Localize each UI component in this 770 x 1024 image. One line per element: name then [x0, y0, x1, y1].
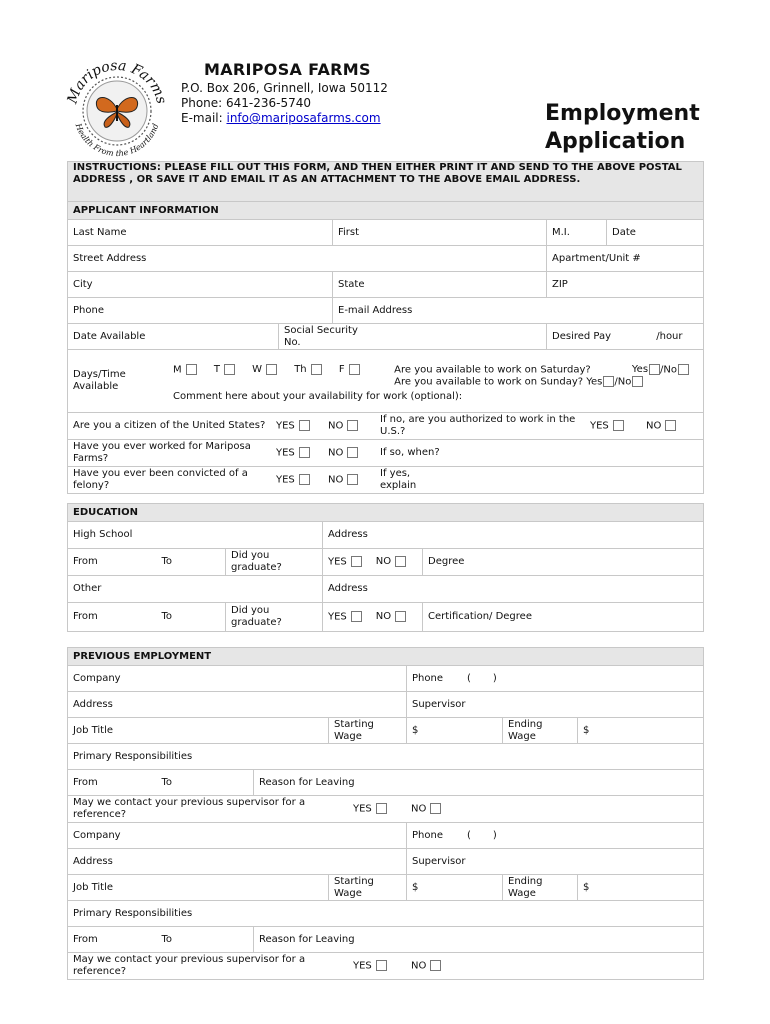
day-t-checkbox[interactable] [224, 364, 235, 375]
citizen-yes-label: YES [276, 420, 295, 432]
employer1-paren-close: ) [492, 672, 497, 684]
employer1-phone-field[interactable] [407, 666, 704, 692]
citizen-no-checkbox[interactable] [347, 420, 358, 431]
citizen-yes-checkbox[interactable] [299, 420, 310, 431]
email-prefix: E-mail: [181, 111, 227, 125]
employer1-contact-no-label: NO [411, 803, 427, 815]
email-address-field[interactable]: E-mail Address [333, 298, 704, 324]
date-field[interactable]: Date [607, 220, 704, 246]
employer1-contact-yes-label: YES [353, 803, 372, 815]
other-from-field[interactable]: From [68, 603, 157, 632]
education-table [67, 503, 704, 632]
other-school-field[interactable]: Other [68, 576, 323, 603]
ssn-label: Social Security No. [284, 324, 358, 348]
section-title-education: EDUCATION [68, 504, 704, 522]
employer1-ending-wage-field[interactable]: $ [578, 718, 704, 744]
svg-text:Mariposa Farms: Mariposa Farms [64, 57, 170, 106]
section-title-employment: PREVIOUS EMPLOYMENT [68, 648, 704, 666]
employer2-company-field[interactable]: Company [68, 823, 407, 849]
worked-before-row [68, 440, 704, 467]
instructions: INSTRUCTIONS: PLEASE FILL OUT THIS FORM, AND THEN EITHER PRINT IT AND SEND TO THE ABOVE POSTAL ADDRESS , OR SAVE IT AND EMAIL IT AS AN ATTACHMENT TO THE ABOVE EMAIL ADDRESS. [68, 162, 704, 202]
other-school-address-field[interactable]: Address [323, 576, 704, 603]
day-label-th: Th [294, 364, 307, 375]
day-label-m: M [173, 364, 182, 375]
hs-graduate-label: Did you graduate? [226, 549, 323, 576]
last-name-field[interactable]: Last Name [68, 220, 333, 246]
authorized-no-checkbox[interactable] [665, 420, 676, 431]
employer2-paren-open: ( [466, 829, 471, 841]
other-graduate-label: Did you graduate? [226, 603, 323, 632]
email-link[interactable]: info@mariposafarms.com [226, 111, 381, 125]
employer2-contact-yes-checkbox[interactable] [376, 960, 387, 971]
company-name: MARIPOSA FARMS [204, 60, 371, 79]
employer2-phone-label: Phone [412, 829, 443, 841]
sunday-no-checkbox[interactable] [632, 376, 643, 387]
felony-no-label: NO [328, 474, 344, 486]
employer2-address-field[interactable]: Address [68, 849, 407, 875]
zip-field[interactable]: ZIP [547, 272, 704, 298]
other-no-checkbox[interactable] [395, 611, 406, 622]
company-logo [64, 55, 170, 161]
day-label-w: W [252, 364, 263, 375]
first-name-field[interactable]: First [333, 220, 547, 246]
employer2-starting-wage-field[interactable]: $ [407, 875, 503, 901]
day-checkboxes [173, 364, 360, 389]
employer2-from-field[interactable]: From [68, 927, 157, 953]
form-title: Employment Application [545, 101, 700, 154]
saturday-question: Are you available to work on Saturday? [394, 364, 591, 375]
employer2-responsibilities-field[interactable]: Primary Responsibilities [68, 901, 704, 927]
company-phone: Phone: 641-236-5740 [181, 96, 312, 110]
citizen-question: Are you a citizen of the United States? [73, 420, 266, 431]
street-address-field[interactable]: Street Address [68, 246, 547, 272]
employer1-contact-yes-checkbox[interactable] [376, 803, 387, 814]
other-graduate-options [323, 603, 423, 632]
employer2-contact-row [68, 953, 704, 980]
applicant-table [67, 161, 704, 494]
other-to-field[interactable]: To [157, 603, 226, 632]
citizen-row [68, 413, 704, 440]
employer1-supervisor-field[interactable]: Supervisor [407, 692, 704, 718]
desired-pay-label: Desired Pay [552, 330, 612, 342]
sunday-question: Are you available to work on Sunday? [394, 376, 584, 388]
employer2-contact-question: May we contact your previous supervisor for a reference? [73, 954, 306, 977]
employer1-paren-open: ( [466, 672, 471, 684]
saturday-yes-checkbox[interactable] [649, 364, 660, 375]
employer1-contact-no-checkbox[interactable] [430, 803, 441, 814]
saturday-no-label: /No [660, 364, 678, 375]
employer2-ending-wage-field[interactable]: $ [578, 875, 704, 901]
employer2-to-field[interactable]: To [157, 927, 254, 953]
per-hour-label: /hour [656, 330, 683, 342]
day-label-t: T [213, 364, 220, 375]
authorized-no-label: NO [646, 420, 662, 432]
felony-yes-checkbox[interactable] [299, 474, 310, 485]
mi-field[interactable]: M.I. [547, 220, 607, 246]
employer1-contact-row [68, 796, 704, 823]
company-po-box: P.O. Box 206, Grinnell, Iowa 50112 [181, 81, 388, 95]
hs-no-label: NO [375, 556, 392, 568]
employer2-contact-no-label: NO [411, 960, 427, 972]
employer1-to-field[interactable]: To [157, 770, 254, 796]
employer1-phone-label: Phone [412, 672, 443, 684]
employment-table [67, 647, 704, 980]
day-w-checkbox[interactable] [266, 364, 277, 375]
felony-no-checkbox[interactable] [347, 474, 358, 485]
hs-yes-checkbox[interactable] [351, 556, 362, 567]
high-school-address-field[interactable]: Address [323, 522, 704, 549]
employer2-contact-no-checkbox[interactable] [430, 960, 441, 971]
employer1-contact-question: May we contact your previous supervisor for a reference? [73, 797, 306, 820]
employer2-supervisor-field[interactable]: Supervisor [407, 849, 704, 875]
day-label-f: F [338, 364, 345, 375]
sunday-no-label: /No [614, 376, 632, 388]
worked-yes-checkbox[interactable] [299, 447, 310, 458]
employer1-responsibilities-field[interactable]: Primary Responsibilities [68, 744, 704, 770]
desired-pay-field[interactable] [547, 324, 704, 350]
city-field[interactable]: City [68, 272, 333, 298]
employer1-starting-wage-field[interactable]: $ [407, 718, 503, 744]
date-available-field[interactable]: Date Available [68, 324, 279, 350]
days-time-label: Days/Time Available [73, 369, 126, 392]
employer1-from-field[interactable]: From [68, 770, 157, 796]
authorized-question: If no, are you authorized to work in the U.S.? [380, 414, 576, 437]
authorized-yes-label: YES [590, 420, 609, 432]
employer2-reason-field[interactable]: Reason for Leaving [254, 927, 704, 953]
citizen-no-label: NO [328, 420, 344, 432]
employer2-starting-wage-label: Starting Wage [329, 875, 407, 901]
hs-to-field[interactable]: To [157, 549, 226, 576]
availability-row [68, 350, 704, 413]
worked-yes-label: YES [276, 447, 295, 459]
authorized-yes-checkbox[interactable] [613, 420, 624, 431]
employer2-contact-yes-label: YES [353, 960, 372, 972]
section-title-applicant: APPLICANT INFORMATION [68, 202, 704, 220]
saturday-yes-label: Yes [631, 364, 649, 375]
felony-yes-label: YES [276, 474, 295, 486]
felony-row [68, 467, 704, 494]
high-school-field[interactable]: High School [68, 522, 323, 549]
employer2-paren-close: ) [492, 829, 497, 841]
hs-yes-label: YES [328, 556, 347, 568]
hs-from-field[interactable]: From [68, 549, 157, 576]
apartment-field[interactable]: Apartment/Unit # [547, 246, 704, 272]
employer1-address-field[interactable]: Address [68, 692, 407, 718]
company-email-line [181, 111, 381, 126]
sunday-yes-checkbox[interactable] [603, 376, 614, 387]
employer1-company-field[interactable]: Company [68, 666, 407, 692]
if-yes-explain-field[interactable]: If yes, explain [380, 468, 417, 491]
employer1-starting-wage-label: Starting Wage [329, 718, 407, 744]
if-so-when-field[interactable]: If so, when? [380, 447, 440, 458]
employer2-ending-wage-label: Ending Wage [503, 875, 578, 901]
hs-graduate-options [323, 549, 423, 576]
phone-field[interactable]: Phone [68, 298, 333, 324]
other-no-label: NO [375, 611, 392, 623]
saturday-no-checkbox[interactable] [678, 364, 689, 375]
sunday-yes-label: Yes [586, 376, 603, 388]
worked-before-question: Have you ever worked for Mariposa Farms? [73, 441, 251, 464]
employer1-ending-wage-label: Ending Wage [503, 718, 578, 744]
employer2-job-title-field[interactable]: Job Title [68, 875, 329, 901]
ssn-field[interactable] [279, 324, 547, 350]
employer2-phone-field[interactable] [407, 823, 704, 849]
other-yes-checkbox[interactable] [351, 611, 362, 622]
state-field[interactable]: State [333, 272, 547, 298]
day-th-checkbox[interactable] [311, 364, 322, 375]
day-f-checkbox[interactable] [349, 364, 360, 375]
employer1-job-title-field[interactable]: Job Title [68, 718, 329, 744]
day-m-checkbox[interactable] [186, 364, 197, 375]
availability-comment[interactable]: Comment here about your availability for work (optional): [173, 390, 463, 402]
hs-degree-field[interactable]: Degree [423, 549, 704, 576]
worked-no-checkbox[interactable] [347, 447, 358, 458]
felony-question: Have you ever been convicted of a felony? [73, 468, 248, 491]
other-yes-label: YES [328, 611, 347, 623]
hs-no-checkbox[interactable] [395, 556, 406, 567]
worked-no-label: NO [328, 447, 344, 459]
svg-text:Health From the Heartland: Health From the Heartland [73, 122, 161, 159]
certification-field[interactable]: Certification/ Degree [423, 603, 704, 632]
employer1-reason-field[interactable]: Reason for Leaving [254, 770, 704, 796]
